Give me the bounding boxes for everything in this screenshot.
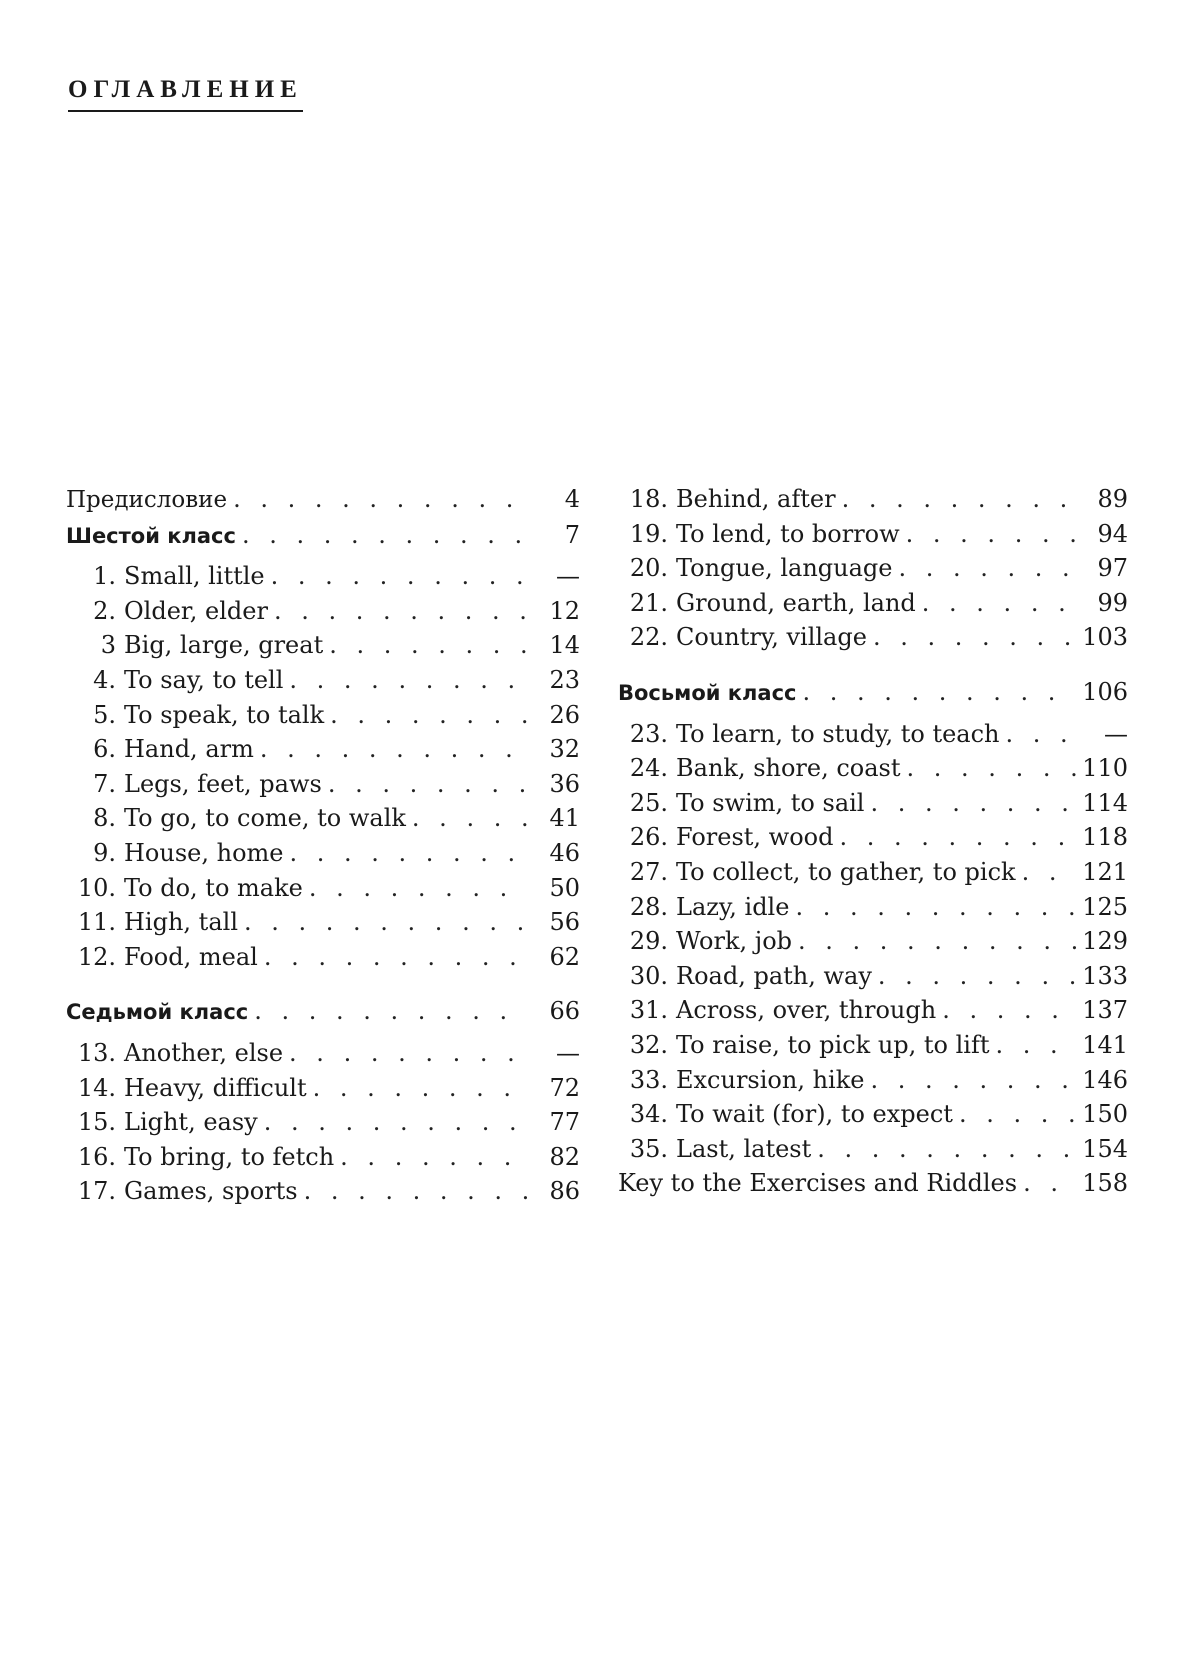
toc-section-title: Восьмой класс [618, 680, 797, 705]
toc-left-column [66, 482, 580, 1209]
toc-entry-number: 27. [629, 857, 668, 886]
dot-leader [878, 959, 1076, 994]
dot-leader [412, 801, 528, 836]
toc-entry-number: 29. [629, 927, 668, 956]
toc-entry-title: To bring, to fetch [124, 1142, 335, 1171]
dot-leader [274, 594, 528, 629]
toc-entry-number: 26. [629, 823, 668, 852]
toc-entry[interactable] [618, 551, 1128, 586]
toc-entry-page: 125 [1082, 892, 1128, 921]
toc-entry-title: High, tall [124, 908, 238, 937]
toc-entry[interactable] [618, 620, 1128, 655]
toc-entry[interactable] [66, 594, 580, 629]
toc-entry[interactable] [66, 801, 580, 836]
toc-entry-title: To speak, to talk [124, 700, 325, 729]
toc-entry-title: Hand, arm [124, 735, 254, 764]
toc-entry[interactable] [66, 663, 580, 698]
toc-entry-number: 6. [93, 735, 116, 764]
toc-entry-number: 33. [629, 1065, 668, 1094]
toc-entry-title: Food, meal [124, 942, 258, 971]
toc-entry-title: Country, village [676, 623, 867, 652]
toc-entry-page: 89 [1097, 485, 1128, 513]
toc-entry-page: 150 [1082, 1100, 1128, 1129]
toc-section-heading[interactable] [618, 675, 1128, 711]
toc-entry[interactable] [618, 482, 1128, 517]
toc-entry-page: 158 [1082, 1169, 1128, 1198]
toc-entry-number: 30. [629, 961, 668, 990]
toc-entry-title: Across, over, through [676, 996, 937, 1025]
dot-leader [304, 1174, 528, 1209]
toc-entry[interactable] [66, 732, 580, 767]
dot-leader [842, 482, 1076, 517]
toc-entry[interactable] [66, 698, 580, 733]
toc-entry-key[interactable] [618, 1166, 1128, 1201]
toc-entry-number: 5. [93, 700, 116, 729]
dot-leader [840, 820, 1077, 855]
toc-entry-title: To raise, to pick up, to lift [676, 1030, 990, 1059]
toc-entry-page: 7 [564, 520, 580, 549]
toc-entry[interactable] [66, 767, 580, 802]
dot-leader [1006, 717, 1076, 752]
toc-section-heading[interactable] [66, 518, 580, 554]
dot-leader [254, 994, 528, 1029]
toc-entry-title: To learn, to study, to teach [676, 719, 1000, 748]
toc-entry-title: Forest, wood [676, 823, 834, 852]
dot-leader [870, 786, 1076, 821]
toc-entry-number: 22. [629, 623, 668, 652]
toc-entry-title: To go, to come, to walk [124, 804, 406, 833]
toc-entry[interactable] [618, 1028, 1128, 1063]
dot-leader [313, 1071, 528, 1106]
toc-entry[interactable] [618, 855, 1128, 890]
toc-entry[interactable] [618, 751, 1128, 786]
toc-entry-page: 121 [1082, 857, 1128, 886]
toc-entry[interactable] [618, 1063, 1128, 1098]
toc-entry-page: 154 [1082, 1134, 1128, 1163]
toc-entry-title: Key to the Exercises and Riddles [618, 1169, 1018, 1198]
toc-entry[interactable] [618, 586, 1128, 621]
toc-entry[interactable] [618, 959, 1128, 994]
toc-entry-number: 31. [629, 996, 668, 1025]
page-title: ОГЛАВЛЕНИЕ [68, 76, 303, 112]
toc-entry[interactable] [618, 890, 1128, 925]
dot-leader [959, 1097, 1076, 1132]
toc-entry-number: 35. [629, 1134, 668, 1163]
toc-entry-title: To do, to make [124, 873, 303, 902]
dot-leader [289, 1036, 528, 1071]
toc-entry[interactable] [66, 628, 580, 663]
toc-entry-page: — [556, 1038, 580, 1067]
dot-leader [328, 767, 528, 802]
toc-entry-page: 32 [549, 735, 580, 764]
dot-leader [907, 751, 1076, 786]
toc-entry-number: 17. [77, 1177, 116, 1206]
toc-entry-number: 21. [629, 588, 668, 617]
toc-entry-page: — [556, 562, 580, 591]
toc-entry-number: 18. [629, 485, 668, 513]
toc-entry-number: 7. [93, 769, 116, 798]
toc-entry-number: 32. [629, 1030, 668, 1059]
toc-entry-title: Legs, feet, paws [124, 769, 322, 798]
dot-leader [1023, 1166, 1076, 1201]
toc-entry-number: 4. [93, 665, 116, 694]
toc-entry-page: 4 [564, 485, 580, 513]
toc-entry[interactable] [66, 871, 580, 906]
dot-leader [233, 482, 528, 517]
dot-leader [330, 698, 528, 733]
dot-leader [289, 836, 528, 871]
toc-entry-page: 103 [1082, 623, 1128, 652]
dot-leader [1022, 855, 1076, 890]
toc-entry[interactable] [66, 559, 580, 594]
toc-entry-title: Big, large, great [124, 631, 324, 660]
dot-leader [340, 1140, 528, 1175]
toc-entry-title: To say, to tell [124, 665, 284, 694]
toc-entry-page: 118 [1082, 823, 1128, 852]
dot-leader [802, 675, 1076, 710]
toc-entry-number: 23. [629, 719, 668, 748]
toc-entry-page: 110 [1082, 754, 1128, 783]
toc-entry[interactable] [618, 517, 1128, 552]
toc-entry-number: 25. [629, 788, 668, 817]
toc-entry[interactable] [66, 836, 580, 871]
toc-entry[interactable] [618, 924, 1128, 959]
dot-leader [996, 1028, 1076, 1063]
dot-leader [870, 1063, 1076, 1098]
dot-leader [798, 924, 1076, 959]
toc-entry-page: 94 [1097, 519, 1128, 548]
toc-entry-page: 141 [1082, 1030, 1128, 1059]
toc-entry[interactable] [618, 1097, 1128, 1132]
toc-entry-title: Last, latest [676, 1134, 812, 1163]
toc-entry-page: 46 [549, 838, 580, 867]
dot-leader [264, 940, 528, 975]
toc-entry-title: House, home [124, 838, 284, 867]
toc-entry-title: Games, sports [124, 1177, 298, 1206]
toc-entry-title: To swim, to sail [676, 788, 865, 817]
toc-entry-title: Bank, shore, coast [676, 754, 901, 783]
toc-entry[interactable] [618, 717, 1128, 752]
toc-entry-number: 34. [629, 1100, 668, 1129]
toc-entry-number: 19. [629, 519, 668, 548]
toc-entry-page: 12 [549, 596, 580, 625]
toc-entry-number: 1. [93, 562, 116, 591]
toc-entry[interactable] [66, 1105, 580, 1140]
toc-entry-page: 72 [549, 1073, 580, 1102]
dot-leader [906, 517, 1076, 552]
toc-entry-page: 56 [549, 908, 580, 937]
toc-entry-number: 28. [629, 892, 668, 921]
toc-entry-title: Another, else [124, 1038, 284, 1067]
toc-entry-page: 50 [549, 873, 580, 902]
dot-leader [873, 620, 1076, 655]
toc-entry-title: To collect, to gather, to pick [676, 857, 1016, 886]
toc-entry-preface[interactable] [66, 482, 580, 518]
toc-entry-page: — [1104, 719, 1128, 748]
toc-entry-title: Excursion, hike [676, 1065, 865, 1094]
toc-entry-number: 15. [77, 1108, 116, 1137]
dot-leader [817, 1132, 1076, 1167]
toc-entry-page: 36 [549, 769, 580, 798]
toc-entry-title: Heavy, difficult [124, 1073, 307, 1102]
dot-leader [244, 905, 528, 940]
toc-entry-title: To lend, to borrow [676, 519, 900, 548]
dot-leader [309, 871, 528, 906]
toc-entry-page: 41 [549, 804, 580, 833]
toc-entry-number: 24. [629, 754, 668, 783]
dot-leader [242, 518, 528, 553]
toc-entry-page: 62 [549, 942, 580, 971]
toc-entry[interactable] [618, 786, 1128, 821]
dot-leader [264, 1105, 528, 1140]
toc-right-column [618, 482, 1128, 1201]
dot-leader [795, 890, 1076, 925]
toc-entry-title: To wait (for), to expect [676, 1100, 953, 1129]
dot-leader [898, 551, 1076, 586]
toc-entry-page: 26 [549, 700, 580, 729]
toc-entry-page: 23 [549, 665, 580, 694]
toc-entry-title: Предисловие [66, 487, 228, 513]
toc-entry-title: Lazy, idle [676, 892, 790, 921]
toc-entry-page: 146 [1082, 1065, 1128, 1094]
toc-entry[interactable] [66, 905, 580, 940]
toc-entry-title: Tongue, language [676, 554, 893, 583]
toc-entry-page: 14 [549, 631, 580, 660]
toc-entry[interactable] [618, 820, 1128, 855]
toc-entry-title: Older, elder [124, 596, 268, 625]
toc-section-title: Седьмой класс [66, 1000, 249, 1025]
toc-entry-page: 106 [1082, 677, 1128, 706]
toc-entry-title: Small, little [124, 562, 265, 591]
toc-entry-page: 133 [1082, 961, 1128, 990]
toc-entry-number: 12. [77, 942, 116, 971]
toc-section-heading[interactable] [66, 994, 580, 1030]
toc-entry-number: 13. [77, 1038, 116, 1067]
toc-entry-page: 129 [1082, 927, 1128, 956]
toc-entry-number: 3 [100, 631, 116, 660]
dot-leader [329, 628, 528, 663]
toc-entry-title: Ground, earth, land [676, 588, 916, 617]
dot-leader [260, 732, 528, 767]
toc-entry-page: 86 [549, 1177, 580, 1206]
toc-entry-page: 99 [1097, 588, 1128, 617]
toc-entry-page: 77 [549, 1108, 580, 1137]
toc-entry-number: 11. [77, 908, 116, 937]
dot-leader [271, 559, 528, 594]
toc-entry-title: Behind, after [676, 485, 836, 513]
toc-entry-number: 9. [93, 838, 116, 867]
toc-entry-title: Road, path, way [676, 961, 872, 990]
toc-entry-title: Work, job [676, 927, 793, 956]
toc-entry-page: 66 [549, 997, 580, 1026]
toc-entry-number: 14. [77, 1073, 116, 1102]
dot-leader [942, 993, 1076, 1028]
toc-entry-page: 97 [1097, 554, 1128, 583]
toc-entry-page: 114 [1082, 788, 1128, 817]
dot-leader [289, 663, 528, 698]
toc-entry-number: 10. [77, 873, 116, 902]
toc-entry[interactable] [618, 993, 1128, 1028]
toc-entry-number: 8. [93, 804, 116, 833]
toc-entry[interactable] [618, 1132, 1128, 1167]
toc-entry-page: 82 [549, 1142, 580, 1171]
toc-entry[interactable] [66, 940, 580, 975]
toc-entry[interactable] [66, 1071, 580, 1106]
toc-entry[interactable] [66, 1174, 580, 1209]
toc-entry-title: Light, easy [124, 1108, 258, 1137]
toc-entry-page: 137 [1082, 996, 1128, 1025]
toc-entry-number: 16. [77, 1142, 116, 1171]
dot-leader [922, 586, 1076, 621]
toc-entry-number: 20. [629, 554, 668, 583]
toc-entry[interactable] [66, 1140, 580, 1175]
toc-section-title: Шестой класс [66, 523, 236, 548]
toc-entry[interactable] [66, 1036, 580, 1071]
toc-entry-number: 2. [93, 596, 116, 625]
